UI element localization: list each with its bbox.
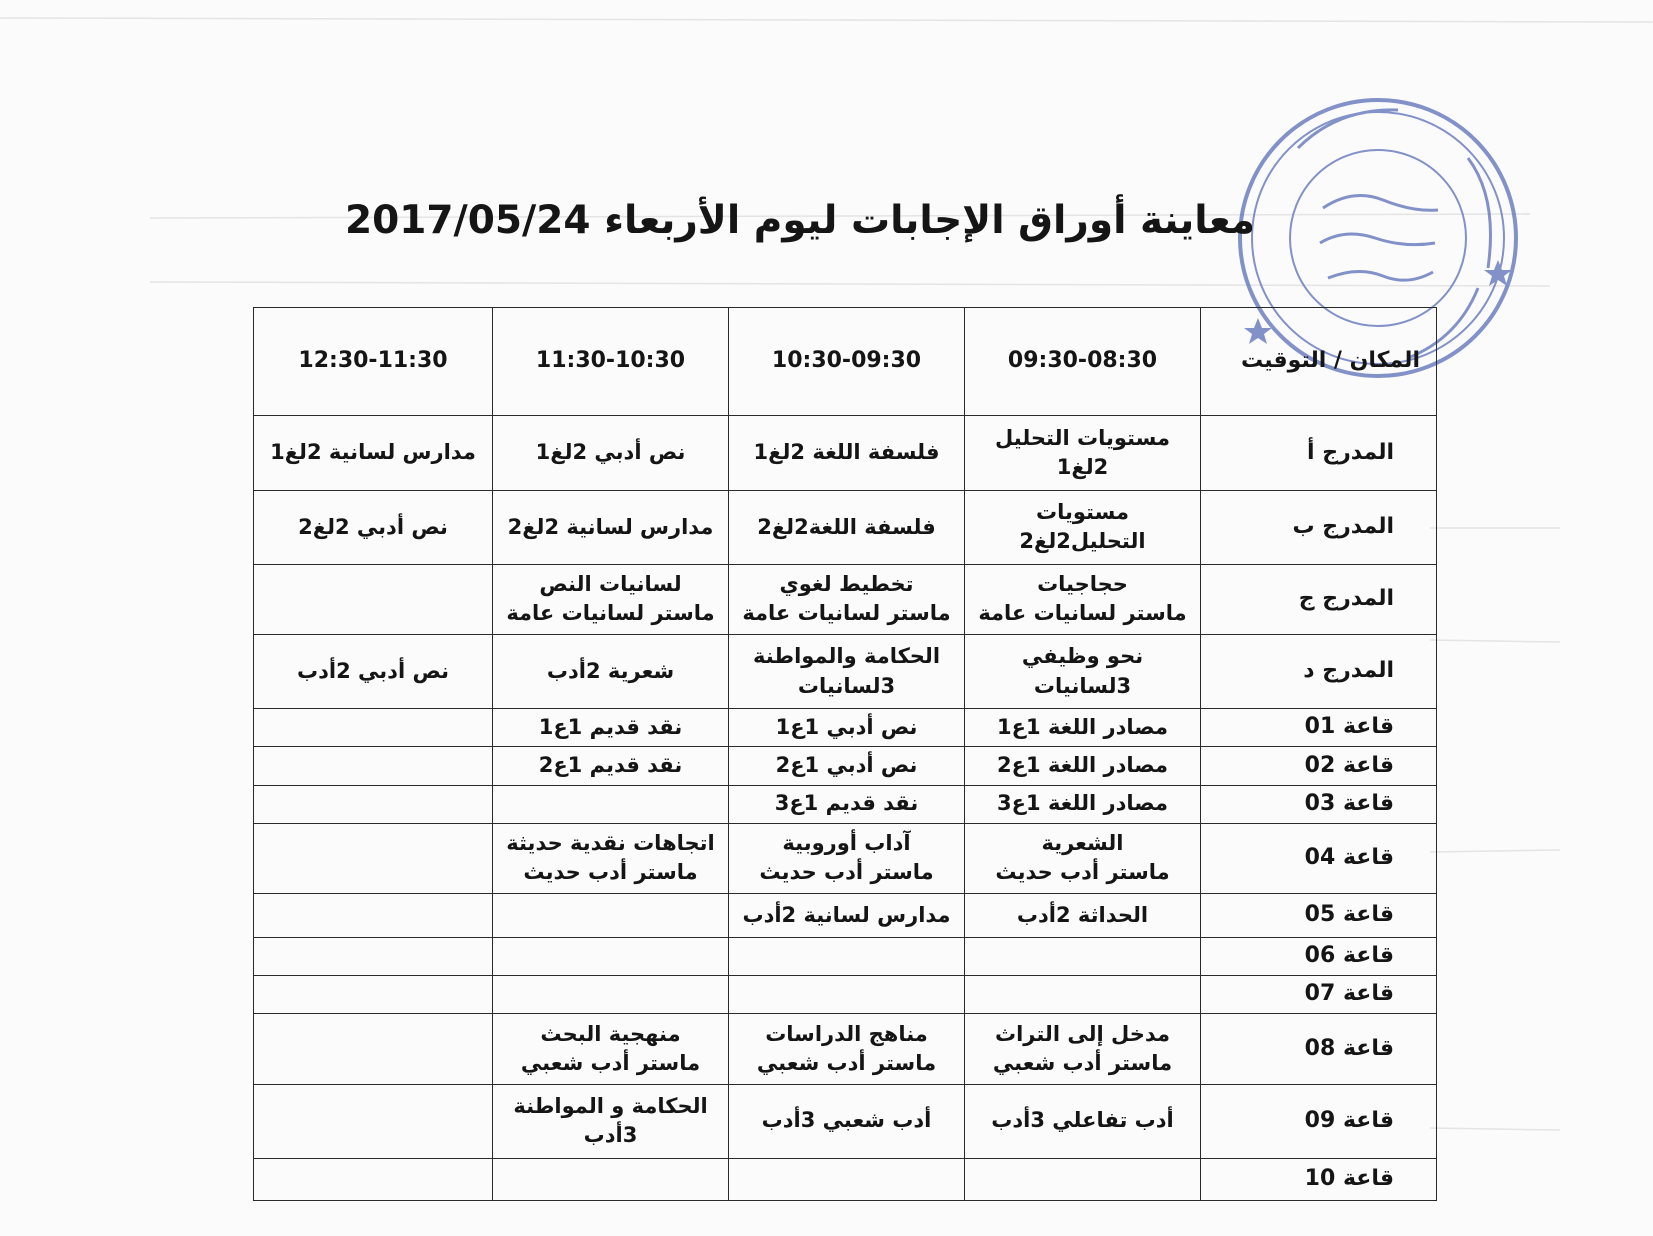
exam-cell	[965, 490, 1201, 564]
table-row	[254, 938, 1437, 976]
exam-cell	[729, 635, 965, 709]
exam-cell-line: الحداثة 2أدب	[1016, 902, 1149, 927]
exam-cell	[254, 938, 493, 976]
exam-cell-line: ماستر أدب حديث	[759, 860, 934, 885]
place-cell: قاعة 10	[1201, 1158, 1437, 1200]
exam-cell	[965, 709, 1201, 747]
exam-cell-line: نحو وظيفي	[1021, 644, 1144, 669]
exam-cell	[729, 938, 965, 976]
exam-cell	[254, 635, 493, 709]
exam-cell	[965, 747, 1201, 785]
table-row	[254, 1014, 1437, 1084]
exam-cell	[254, 564, 493, 634]
exam-cell-line: نص أدبي 2أدب	[297, 658, 449, 683]
exam-cell-line: ماستر أدب شعبي	[756, 1050, 937, 1075]
exam-cell-line: أدب تفاعلي 3أدب	[991, 1108, 1174, 1133]
exam-cell-line: 3أدب	[583, 1123, 638, 1148]
exam-cell	[493, 747, 729, 785]
exam-cell-line: نص أدبي 2لغ2	[298, 514, 448, 539]
exam-cell	[254, 416, 493, 490]
exam-cell	[729, 1158, 965, 1200]
place-cell: قاعة 03	[1201, 785, 1437, 823]
table-row	[254, 564, 1437, 634]
exam-cell-line: أدب شعبي 3أدب	[761, 1108, 932, 1133]
exam-cell	[254, 490, 493, 564]
exam-cell-line: منهجية البحث	[540, 1021, 681, 1046]
exam-cell	[493, 635, 729, 709]
exam-cell	[729, 1014, 965, 1084]
place-cell: قاعة 05	[1201, 893, 1437, 937]
place-cell: المدرج ج	[1201, 564, 1437, 634]
exam-cell-line: التحليل2لغ2	[1019, 529, 1146, 554]
table-row	[254, 490, 1437, 564]
exam-cell	[965, 416, 1201, 490]
exam-cell	[729, 709, 965, 747]
exam-cell-line: 2لغ1	[1056, 454, 1109, 479]
exam-cell	[493, 416, 729, 490]
table-row	[254, 976, 1437, 1014]
exam-cell-line: الشعرية	[1041, 830, 1124, 855]
exam-cell	[965, 823, 1201, 893]
exam-cell	[493, 709, 729, 747]
exam-cell-line: مستويات	[1036, 499, 1129, 524]
exam-cell-line: ماستر أدب شعبي	[520, 1050, 701, 1075]
exam-cell	[729, 1084, 965, 1158]
exam-cell-line: مدارس لسانية 2أدب	[742, 902, 951, 927]
exam-cell	[254, 976, 493, 1014]
exam-cell	[254, 785, 493, 823]
exam-cell	[493, 564, 729, 634]
exam-cell-line: نقد قديم 1ع1	[538, 715, 683, 740]
exam-cell-line: اتجاهات نقدية حديثة	[506, 830, 715, 855]
exam-cell	[729, 893, 965, 937]
table-row	[254, 747, 1437, 785]
exam-cell	[254, 1084, 493, 1158]
exam-cell-line: نقد قديم 1ع3	[774, 791, 919, 816]
place-cell: المدرج د	[1201, 635, 1437, 709]
header-place-time: المكان / التوقيت	[1201, 308, 1437, 416]
exam-cell	[965, 785, 1201, 823]
table-row	[254, 709, 1437, 747]
exam-cell	[493, 785, 729, 823]
exam-cell-line: ماستر أدب حديث	[523, 860, 698, 885]
exam-cell	[965, 938, 1201, 976]
exam-cell-line: نقد قديم 1ع2	[538, 753, 683, 778]
table-row	[254, 893, 1437, 937]
exam-cell	[729, 785, 965, 823]
exam-cell-line: مصادر اللغة 1ع3	[997, 791, 1168, 816]
exam-cell-line: مصادر اللغة 1ع1	[997, 715, 1168, 740]
place-cell: قاعة 02	[1201, 747, 1437, 785]
exam-cell-line: تخطيط لغوي	[779, 572, 914, 597]
exam-cell	[254, 1014, 493, 1084]
exam-cell	[254, 823, 493, 893]
exam-cell	[729, 823, 965, 893]
exam-cell-line: الحكامة و المواطنة	[513, 1093, 708, 1118]
exam-cell	[729, 564, 965, 634]
exam-cell	[729, 416, 965, 490]
exam-cell-line: ماستر لسانيات عامة	[506, 601, 715, 626]
exam-cell	[965, 976, 1201, 1014]
exam-cell-line: آداب أوروبية	[782, 830, 911, 855]
exam-cell	[965, 1014, 1201, 1084]
exam-cell	[965, 635, 1201, 709]
exam-cell	[493, 1084, 729, 1158]
exam-cell-line: ماستر أدب شعبي	[992, 1050, 1173, 1075]
place-cell: قاعة 04	[1201, 823, 1437, 893]
table-row	[254, 823, 1437, 893]
exam-cell	[729, 747, 965, 785]
exam-cell	[254, 709, 493, 747]
place-cell: قاعة 08	[1201, 1014, 1437, 1084]
exam-cell-line: الحكامة والمواطنة	[752, 644, 941, 669]
exam-cell	[965, 1158, 1201, 1200]
exam-cell	[493, 1158, 729, 1200]
table-row	[254, 1158, 1437, 1200]
exam-cell	[493, 893, 729, 937]
exam-cell-line: 3لسانيات	[797, 673, 896, 698]
exam-cell	[493, 1014, 729, 1084]
exam-cell-line: 3لسانيات	[1033, 673, 1132, 698]
exam-cell	[965, 1084, 1201, 1158]
exam-cell	[493, 938, 729, 976]
place-cell: المدرج أ	[1201, 416, 1437, 490]
exam-cell	[965, 564, 1201, 634]
exam-cell-line: مدارس لسانية 2لغ2	[507, 514, 714, 539]
exam-cell-line: نص أدبي 1ع1	[775, 715, 918, 740]
exam-cell	[493, 976, 729, 1014]
exam-cell-line: مناهج الدراسات	[765, 1021, 928, 1046]
place-cell: قاعة 06	[1201, 938, 1437, 976]
header-time-slot: 09:30-08:30	[965, 308, 1201, 416]
exam-cell	[493, 490, 729, 564]
exam-cell-line: ماستر لسانيات عامة	[742, 601, 951, 626]
table-row	[254, 1084, 1437, 1158]
exam-cell-line: فلسفة اللغة2لغ2	[757, 514, 936, 539]
exam-cell-line: مصادر اللغة 1ع2	[997, 753, 1168, 778]
exam-cell	[254, 893, 493, 937]
exam-cell-line: لسانيات النص	[539, 572, 682, 597]
exam-cell	[254, 747, 493, 785]
exam-cell-line: مستويات التحليل	[995, 425, 1170, 450]
table-header-row	[254, 308, 1437, 416]
exam-cell	[729, 490, 965, 564]
exam-cell-line: فلسفة اللغة 2لغ1	[753, 440, 940, 465]
exam-review-schedule-table	[253, 307, 1437, 1201]
exam-cell	[254, 1158, 493, 1200]
table-row	[254, 785, 1437, 823]
table-row	[254, 635, 1437, 709]
place-cell: قاعة 01	[1201, 709, 1437, 747]
exam-cell-line: نص أدبي 2لغ1	[535, 440, 686, 465]
exam-cell-line: ماستر أدب حديث	[995, 860, 1170, 885]
place-cell: المدرج ب	[1201, 490, 1437, 564]
exam-cell-line: مدخل إلى التراث	[995, 1021, 1170, 1046]
exam-cell	[729, 976, 965, 1014]
table-row	[254, 416, 1437, 490]
place-cell: قاعة 07	[1201, 976, 1437, 1014]
exam-cell	[965, 893, 1201, 937]
header-time-slot: 11:30-10:30	[493, 308, 729, 416]
exam-cell	[493, 823, 729, 893]
header-time-slot: 12:30-11:30	[254, 308, 493, 416]
exam-cell-line: نص أدبي 1ع2	[775, 753, 918, 778]
exam-cell-line: شعرية 2أدب	[546, 658, 675, 683]
header-time-slot: 10:30-09:30	[729, 308, 965, 416]
exam-cell-line: حجاجيات	[1037, 572, 1128, 597]
place-cell: قاعة 09	[1201, 1084, 1437, 1158]
exam-cell-line: ماستر لسانيات عامة	[978, 601, 1187, 626]
page-title: معاينة أوراق الإجابات ليوم الأربعاء 2017/05/24	[344, 198, 1256, 243]
exam-cell-line: مدارس لسانية 2لغ1	[270, 440, 476, 465]
